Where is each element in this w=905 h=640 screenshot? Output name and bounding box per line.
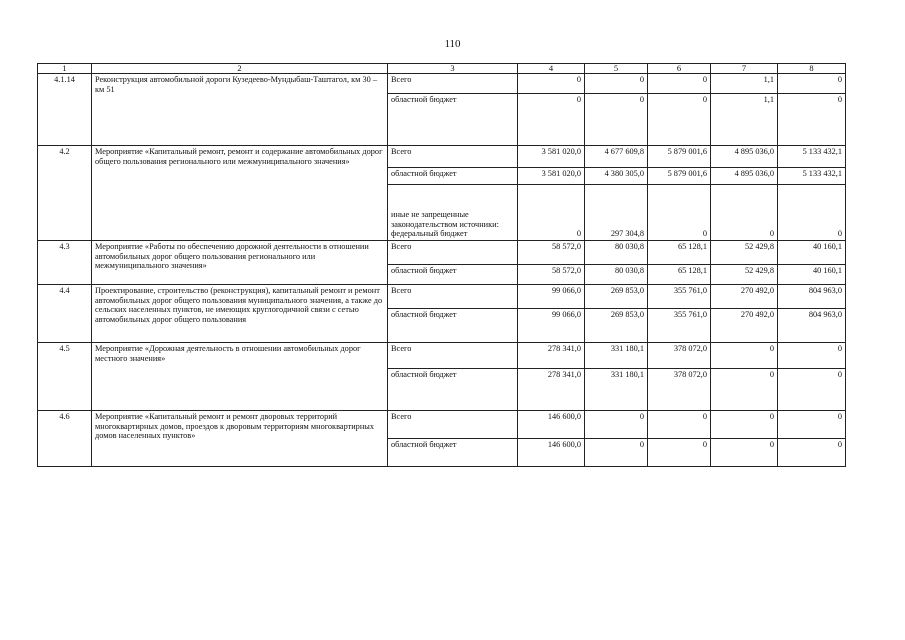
item-name: Реконструкция автомобильной дороги Кузедеево-Мундыбаш-Таштагол, км 30 – км 51 bbox=[92, 74, 388, 146]
value-cell: 0 bbox=[778, 369, 846, 411]
value-cell: 378 072,0 bbox=[648, 343, 711, 369]
value-cell: 40 160,1 bbox=[778, 241, 846, 265]
column-header: 3 bbox=[388, 64, 518, 74]
value-cell: 0 bbox=[648, 94, 711, 146]
funding-source-text: федеральный бюджет bbox=[391, 229, 468, 239]
funding-source-text: Всего bbox=[391, 412, 412, 421]
table-row bbox=[38, 146, 846, 168]
value-cell: 0 bbox=[585, 94, 648, 146]
funding-source bbox=[388, 94, 518, 146]
funding-source bbox=[388, 74, 518, 94]
value-cell: 378 072,0 bbox=[648, 369, 711, 411]
value-cell: 52 429,8 bbox=[711, 265, 778, 285]
value-cell: 4 380 305,0 bbox=[585, 168, 648, 185]
funding-source bbox=[388, 369, 518, 411]
funding-source bbox=[388, 185, 518, 241]
funding-source bbox=[388, 309, 518, 343]
column-header: 2 bbox=[92, 64, 388, 74]
value-cell: 0 bbox=[778, 343, 846, 369]
value-cell: 99 066,0 bbox=[518, 309, 585, 343]
value-cell: 0 bbox=[585, 74, 648, 94]
value-cell: 270 492,0 bbox=[711, 285, 778, 309]
value-cell: 40 160,1 bbox=[778, 265, 846, 285]
value-cell: 1,1 bbox=[711, 94, 778, 146]
value-cell: 297 304,8 bbox=[585, 185, 648, 241]
value-cell: 0 bbox=[648, 74, 711, 94]
item-code: 4.4 bbox=[38, 285, 92, 343]
funding-source-text: иные не запрещенные законодательством источники: bbox=[391, 210, 499, 229]
funding-source bbox=[388, 411, 518, 439]
value-cell: 0 bbox=[711, 369, 778, 411]
item-name: Мероприятие «Капитальный ремонт и ремонт дворовых территорий многоквартирных домов, проездов к дворовым территориям многоквартирных домов населенных пунктов» bbox=[92, 411, 388, 467]
value-cell: 0 bbox=[648, 185, 711, 241]
column-header-row bbox=[38, 64, 846, 74]
value-cell: 0 bbox=[778, 185, 846, 241]
column-header: 5 bbox=[585, 64, 648, 74]
value-cell: 355 761,0 bbox=[648, 309, 711, 343]
budget-table bbox=[37, 63, 846, 467]
funding-source bbox=[388, 285, 518, 309]
funding-source bbox=[388, 343, 518, 369]
table-row bbox=[38, 343, 846, 369]
value-cell: 3 581 020,0 bbox=[518, 146, 585, 168]
item-code: 4.6 bbox=[38, 411, 92, 467]
funding-source bbox=[388, 168, 518, 185]
item-name: Мероприятие «Дорожная деятельность в отношении автомобильных дорог местного значения» bbox=[92, 343, 388, 411]
table-row bbox=[38, 411, 846, 439]
value-cell: 4 895 036,0 bbox=[711, 168, 778, 185]
value-cell: 0 bbox=[518, 74, 585, 94]
item-name: Проектирование, строительство (реконструкция), капитальный ремонт и ремонт автомобильных дорог общего пользования муниципального значения, а также до сельских населенных пунктов, не имеющих круглогодичной связи с сетью автомобильных дорог общего пользования bbox=[92, 285, 388, 343]
value-cell: 804 963,0 bbox=[778, 309, 846, 343]
value-cell: 269 853,0 bbox=[585, 285, 648, 309]
table-row bbox=[38, 285, 846, 309]
funding-source-text: областной бюджет bbox=[391, 266, 457, 275]
funding-source-text: областной бюджет bbox=[391, 440, 457, 449]
funding-source-text: Всего bbox=[391, 344, 412, 353]
value-cell: 5 879 001,6 bbox=[648, 146, 711, 168]
column-header: 7 bbox=[711, 64, 778, 74]
value-cell: 0 bbox=[518, 185, 585, 241]
value-cell: 804 963,0 bbox=[778, 285, 846, 309]
value-cell: 0 bbox=[778, 411, 846, 439]
value-cell: 58 572,0 bbox=[518, 265, 585, 285]
value-cell: 0 bbox=[648, 439, 711, 467]
value-cell: 3 581 020,0 bbox=[518, 168, 585, 185]
value-cell: 269 853,0 bbox=[585, 309, 648, 343]
value-cell: 52 429,8 bbox=[711, 241, 778, 265]
value-cell: 0 bbox=[711, 439, 778, 467]
value-cell: 5 879 001,6 bbox=[648, 168, 711, 185]
item-code: 4.3 bbox=[38, 241, 92, 285]
value-cell: 0 bbox=[778, 94, 846, 146]
item-code: 4.2 bbox=[38, 146, 92, 241]
value-cell: 80 030,8 bbox=[585, 241, 648, 265]
funding-source bbox=[388, 146, 518, 168]
value-cell: 4 677 609,8 bbox=[585, 146, 648, 168]
value-cell: 355 761,0 bbox=[648, 285, 711, 309]
value-cell: 0 bbox=[778, 74, 846, 94]
column-header: 4 bbox=[518, 64, 585, 74]
value-cell: 0 bbox=[518, 94, 585, 146]
value-cell: 0 bbox=[585, 439, 648, 467]
value-cell: 270 492,0 bbox=[711, 309, 778, 343]
value-cell: 0 bbox=[585, 411, 648, 439]
funding-source-text: областной бюджет bbox=[391, 169, 457, 178]
value-cell: 80 030,8 bbox=[585, 265, 648, 285]
value-cell: 0 bbox=[778, 439, 846, 467]
value-cell: 99 066,0 bbox=[518, 285, 585, 309]
value-cell: 5 133 432,1 bbox=[778, 146, 846, 168]
value-cell: 278 341,0 bbox=[518, 369, 585, 411]
value-cell: 1,1 bbox=[711, 74, 778, 94]
column-header: 8 bbox=[778, 64, 846, 74]
value-cell: 5 133 432,1 bbox=[778, 168, 846, 185]
value-cell: 146 600,0 bbox=[518, 411, 585, 439]
table-row bbox=[38, 241, 846, 265]
funding-source-text: Всего bbox=[391, 286, 412, 295]
column-header: 6 bbox=[648, 64, 711, 74]
funding-source-text: областной бюджет bbox=[391, 95, 457, 104]
item-name: Мероприятие «Работы по обеспечению дорожной деятельности в отношении автомобильных дорог общего пользования регионального или межмуниципального значения» bbox=[92, 241, 388, 285]
table-row bbox=[38, 74, 846, 94]
value-cell: 4 895 036,0 bbox=[711, 146, 778, 168]
value-cell: 65 128,1 bbox=[648, 241, 711, 265]
column-header: 1 bbox=[38, 64, 92, 74]
funding-source-text: областной бюджет bbox=[391, 370, 457, 379]
value-cell: 0 bbox=[711, 343, 778, 369]
value-cell: 0 bbox=[648, 411, 711, 439]
value-cell: 58 572,0 bbox=[518, 241, 585, 265]
funding-source-text: Всего bbox=[391, 75, 412, 84]
value-cell: 331 180,1 bbox=[585, 369, 648, 411]
value-cell: 0 bbox=[711, 185, 778, 241]
value-cell: 146 600,0 bbox=[518, 439, 585, 467]
funding-source-text: Всего bbox=[391, 242, 412, 251]
funding-source bbox=[388, 241, 518, 265]
value-cell: 278 341,0 bbox=[518, 343, 585, 369]
item-code: 4.1.14 bbox=[38, 74, 92, 146]
funding-source bbox=[388, 439, 518, 467]
funding-source-text: Всего bbox=[391, 147, 412, 156]
value-cell: 331 180,1 bbox=[585, 343, 648, 369]
value-cell: 65 128,1 bbox=[648, 265, 711, 285]
value-cell: 0 bbox=[711, 411, 778, 439]
item-name: Мероприятие «Капитальный ремонт, ремонт и содержание автомобильных дорог общего пользования регионального или межмуниципального значения» bbox=[92, 146, 388, 241]
page-number: 110 bbox=[444, 38, 461, 50]
funding-source-text: областной бюджет bbox=[391, 310, 457, 319]
item-code: 4.5 bbox=[38, 343, 92, 411]
funding-source bbox=[388, 265, 518, 285]
